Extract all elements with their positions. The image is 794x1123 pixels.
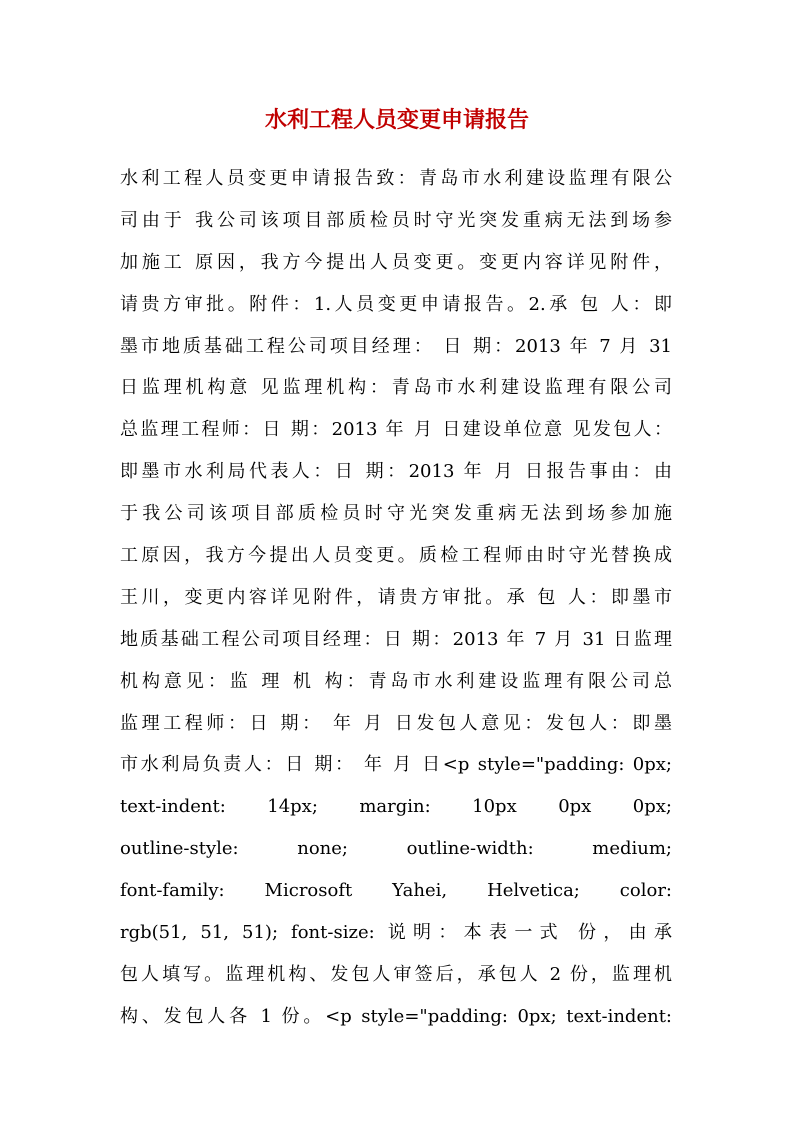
body-line: 王川，变更内容详见附件，请贵方审批。承 包 人：即墨市 <box>120 586 672 608</box>
body-line: 水利工程人员变更申请报告致：青岛市水利建设监理有限公 <box>120 168 672 189</box>
body-line: 司由于 我公司该项目部质检员时守光突发重病无法到场参 <box>120 209 672 231</box>
body-line: 机构意见：监 理 机 构：青岛市水利建设监理有限公司总 <box>120 670 672 692</box>
body-line: 墨市地质基础工程公司项目经理： 日 期：2013 年 7 月 31 <box>120 335 672 357</box>
body-line: 地质基础工程公司项目经理：日 期：2013 年 7 月 31 日监理 <box>120 628 672 650</box>
body-line: 于我公司该项目部质检员时守光突发重病无法到场参加施 <box>120 503 672 525</box>
body-line: 加施工 原因，我方今提出人员变更。变更内容详见附件， <box>120 251 672 273</box>
body-line: 包人填写。监理机构、发包人审签后，承包人 2 份，监理机 <box>120 963 672 985</box>
body-line: 监理工程师：日 期： 年 月 日发包人意见：发包人：即墨 <box>120 712 672 734</box>
body-line: outline-style: none; outline-width: medium; <box>120 838 672 860</box>
body-line: 即墨市水利局代表人：日 期：2013 年 月 日报告事由：由 <box>120 461 672 483</box>
body-line: text-indent: 14px; margin: 10px 0px 0px; <box>120 796 672 818</box>
body-line: 请贵方审批。附件：1.人员变更申请报告。2.承 包 人：即 <box>120 293 672 315</box>
body-line: 构、发包人各 1 份。<p style="padding: 0px; text-indent: <box>120 1005 672 1027</box>
body-line: 总监理工程师：日 期：2013 年 月 日建设单位意 见发包人： <box>120 419 672 441</box>
document-body <box>120 158 672 1038</box>
body-line: 工原因，我方今提出人员变更。质检工程师由时守光替换成 <box>120 545 672 567</box>
document-title: 水利工程人员变更申请报告 <box>264 107 529 133</box>
body-line: font-family: Microsoft Yahei, Helvetica; color: <box>120 880 672 902</box>
body-line: 日监理机构意 见监理机构：青岛市水利建设监理有限公司 <box>120 377 672 399</box>
body-line: 市水利局负责人：日 期： 年 月 日<p style="padding: 0px; <box>120 754 672 776</box>
body-line: rgb(51, 51, 51); font-size: 说明：本表一式 份，由承 <box>120 922 672 944</box>
